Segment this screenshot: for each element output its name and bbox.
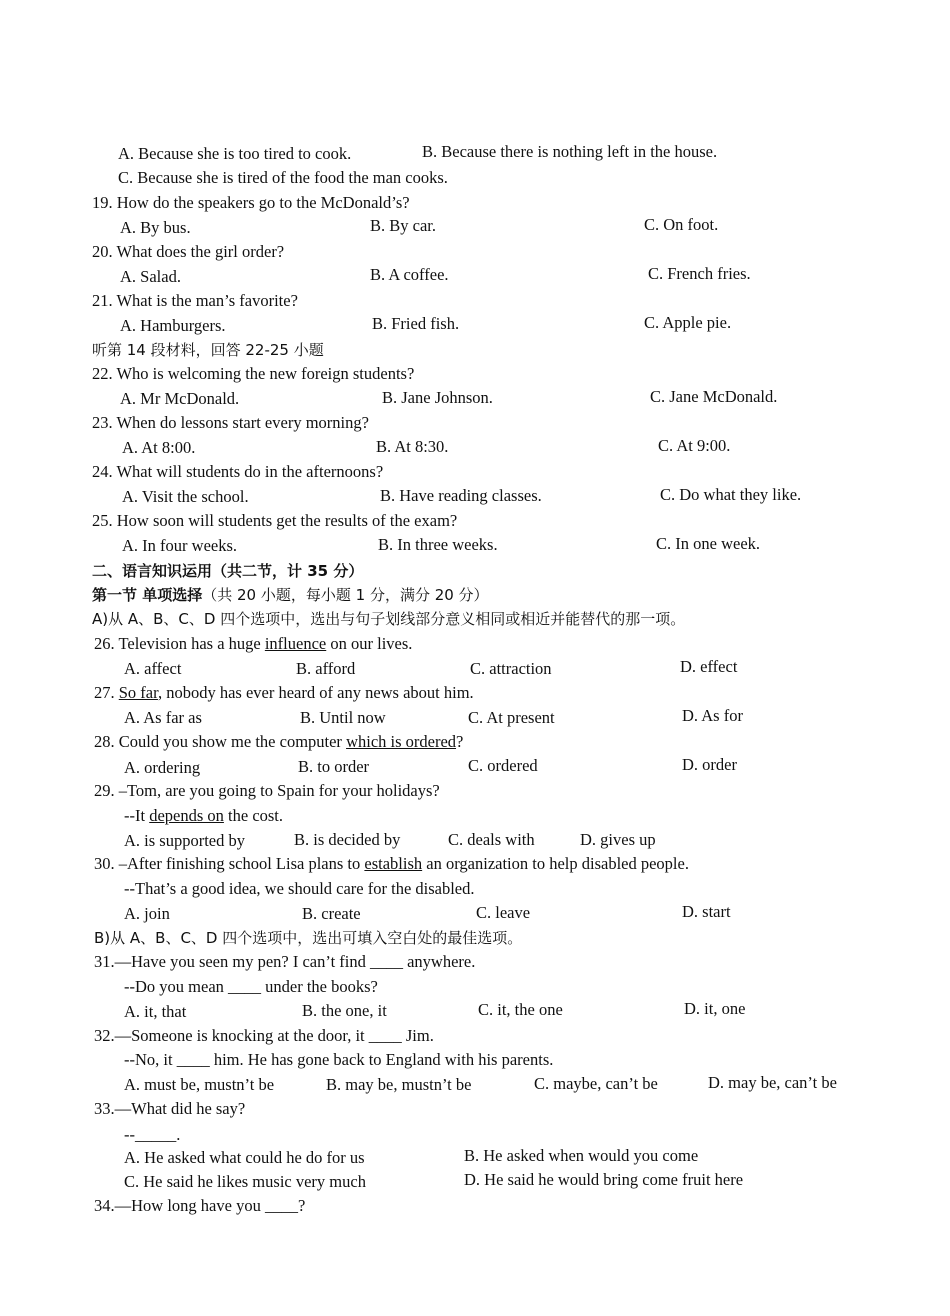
option-text: C. Jane McDonald.: [650, 387, 778, 406]
section-title: 第一节 单项选择: [92, 586, 203, 604]
option-text: B. He asked when would you come: [464, 1146, 699, 1165]
option-text: D. may be, can’t be: [708, 1073, 837, 1092]
option-text: A. ordering: [124, 758, 201, 777]
option-text: B. to order: [298, 757, 370, 776]
option-text: D. order: [682, 755, 737, 774]
dialogue-text: [124, 806, 283, 826]
option-text: B. Have reading classes.: [380, 486, 542, 505]
question-text: 31.—Have you seen my pen? I can’t find ____ anywhere.: [94, 952, 476, 971]
option-text: A. Hamburgers.: [120, 316, 226, 335]
option-text: B. afford: [296, 659, 356, 678]
question-text: 22. Who is welcoming the new foreign students?: [92, 364, 415, 383]
question-text: 33.—What did he say?: [94, 1099, 246, 1118]
option-text: C. At 9:00.: [658, 436, 731, 455]
option-text: A. He asked what could he do for us: [124, 1148, 365, 1167]
option-text: C. At present: [468, 708, 555, 727]
option-text: B. Fried fish.: [372, 314, 460, 333]
option-text: D. start: [682, 902, 731, 921]
question-text: [94, 732, 463, 752]
option-text: A. must be, mustn’t be: [124, 1075, 275, 1094]
question-text-part: on our lives.: [326, 634, 413, 653]
option-text: B. At 8:30.: [376, 437, 449, 456]
option-text: C. it, the one: [478, 1000, 563, 1019]
instruction-text: A)从 A、B、C、D 四个选项中，选出与句子划线部分意义相同或相近并能替代的那一项。: [92, 610, 686, 628]
instruction-text: B)从 A、B、C、D 四个选项中，选出可填入空白处的最佳选项。: [94, 929, 523, 947]
dialogue-text: --That’s a good idea, we should care for the disabled.: [124, 879, 475, 898]
question-text-part: , nobody has ever heard of any news about him.: [157, 683, 474, 702]
question-text: 32.—Someone is knocking at the door, it ____ Jim.: [94, 1026, 434, 1045]
option-text: A. By bus.: [120, 218, 191, 237]
option-text: B. Jane Johnson.: [382, 388, 493, 407]
option-text: C. Because she is tired of the food the man cooks.: [118, 168, 448, 187]
question-text-part: 28. Could you show me the computer: [94, 732, 347, 751]
question-text: [94, 683, 474, 703]
underlined-word: influence: [264, 634, 327, 653]
option-text: A. Mr McDonald.: [120, 389, 240, 408]
underlined-word: establish: [364, 854, 423, 873]
option-text: A. In four weeks.: [122, 536, 238, 555]
question-text: [94, 634, 412, 654]
option-text: C. deals with: [448, 830, 535, 849]
question-text-part: the cost.: [223, 806, 284, 825]
option-text: B. the one, it: [302, 1001, 387, 1020]
option-text: C. leave: [476, 903, 531, 922]
option-text: A. join: [124, 904, 170, 923]
option-text: A. Visit the school.: [122, 487, 249, 506]
section-heading: 听第 14 段材料，回答 22-25 小题: [92, 341, 324, 359]
option-text: C. ordered: [468, 756, 538, 775]
part-heading: 二、语言知识运用（共二节，计 35 分）: [92, 562, 364, 580]
option-text: C. On foot.: [644, 215, 719, 234]
option-text: C. Do what they like.: [660, 485, 802, 504]
question-text-part: an organization to help disabled people.: [422, 854, 689, 873]
option-text: B. By car.: [370, 216, 436, 235]
question-text: 25. How soon will students get the results of the exam?: [92, 511, 458, 530]
question-text-part: 30. –After finishing school Lisa plans to: [94, 854, 365, 873]
option-text: C. Apple pie.: [644, 313, 732, 332]
option-text: A. affect: [124, 659, 182, 678]
option-text: D. gives up: [580, 830, 656, 849]
option-text: B. In three weeks.: [378, 535, 498, 554]
option-text: C. In one week.: [656, 534, 761, 553]
option-text: A. it, that: [124, 1002, 187, 1021]
dialogue-text: --Do you mean ____ under the books?: [124, 977, 378, 996]
question-text: 20. What does the girl order?: [92, 242, 285, 261]
option-text: D. As for: [682, 706, 743, 725]
question-text: 23. When do lessons start every morning?: [92, 413, 369, 432]
question-text-part: ?: [456, 732, 464, 751]
option-text: D. effect: [680, 657, 738, 676]
option-text: A. Salad.: [120, 267, 181, 286]
option-text: A. Because she is too tired to cook.: [118, 144, 352, 163]
underlined-word: which is ordered: [346, 732, 457, 751]
option-text: B. create: [302, 904, 361, 923]
dialogue-text: --No, it ____ him. He has gone back to England with his parents.: [124, 1050, 554, 1069]
question-text-part: --It: [124, 806, 150, 825]
section-note: （共 20 小题，每小题 1 分，满分 20 分）: [202, 586, 489, 604]
option-text: C. French fries.: [648, 264, 751, 283]
question-text: [94, 854, 689, 874]
option-text: A. At 8:00.: [122, 438, 196, 457]
question-text: 19. How do the speakers go to the McDonald’s?: [92, 193, 410, 212]
question-text: 29. –Tom, are you going to Spain for your holidays?: [94, 781, 440, 800]
question-text: 34.—How long have you ____?: [94, 1196, 306, 1215]
option-text: B. A coffee.: [370, 265, 449, 284]
option-text: B. Until now: [300, 708, 386, 727]
question-number: 27.: [94, 683, 119, 702]
underlined-word: depends on: [149, 806, 224, 825]
option-text: A. As far as: [124, 708, 202, 727]
question-text-part: 26. Television has a huge: [94, 634, 265, 653]
option-text: D. He said he would bring come fruit here: [464, 1170, 744, 1189]
option-text: D. it, one: [684, 999, 746, 1018]
underlined-word: So far: [118, 683, 158, 702]
option-text: B. is decided by: [294, 830, 401, 849]
option-text: C. He said he likes music very much: [124, 1172, 366, 1191]
question-text: 21. What is the man’s favorite?: [92, 291, 298, 310]
option-text: A. is supported by: [124, 831, 245, 850]
option-text: C. attraction: [470, 659, 552, 678]
option-text: C. maybe, can’t be: [534, 1074, 658, 1093]
question-text: 24. What will students do in the afternoons?: [92, 462, 384, 481]
option-text: B. may be, mustn’t be: [326, 1075, 472, 1094]
option-text: B. Because there is nothing left in the house.: [422, 142, 718, 161]
section-heading: [92, 585, 489, 605]
dialogue-text: --_____.: [124, 1125, 181, 1144]
